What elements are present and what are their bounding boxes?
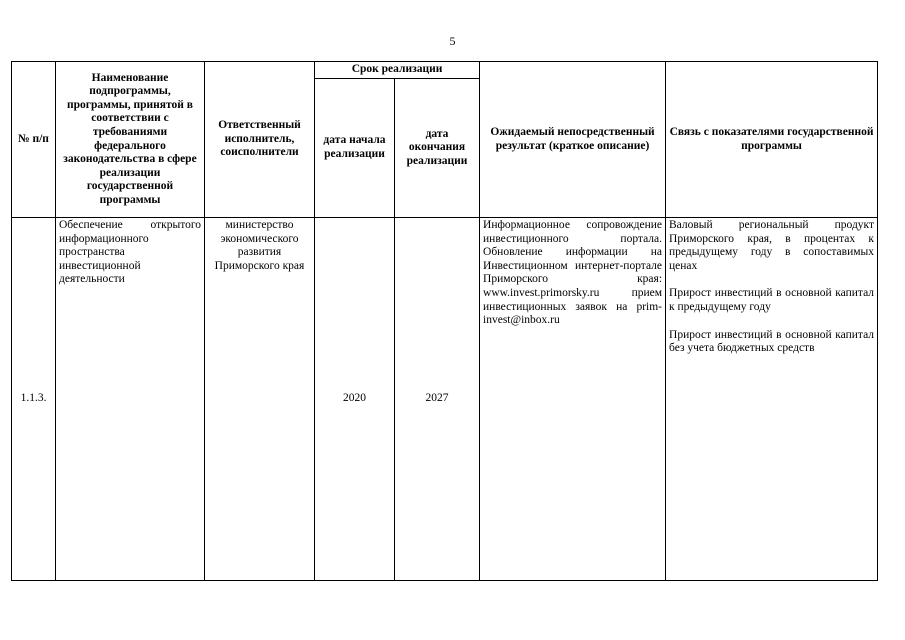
- row-responsible: министерство экономического развития Приморского края: [205, 218, 315, 581]
- header-result: Ожидаемый непосредственный результат (краткое описание): [480, 62, 666, 218]
- program-table: [11, 61, 878, 581]
- header-name: Наименование подпрограммы, программы, принятой в соответствии с требованиями федерального законодательства в сфере реализации государственной программы: [56, 62, 205, 218]
- page-number: 5: [449, 34, 456, 48]
- row-indicators: [666, 218, 878, 581]
- header-start-date: дата начала реализации: [315, 79, 395, 218]
- indicator-investment-growth: Прирост инвестиций в основной капитал к предыдущему году: [669, 287, 875, 313]
- header-link: Связь с показателями государственной программы: [666, 62, 878, 218]
- table-row: [12, 218, 878, 581]
- row-result: Информационное сопровождение инвестиционного портала. Обновление информации на Инвестиционном интернет-портале Приморского края: www.invest.primorsky.ru прием инвестиционных заявок на prim-invest@inbox.ru: [480, 218, 666, 581]
- row-name: Обеспечение открытого информационного пространства инвестиционной деятельности: [56, 218, 205, 581]
- indicator-investment-without-budget: Прирост инвестиций в основной капитал без учета бюджетных средств: [669, 328, 875, 355]
- header-responsible: Ответственный исполнитель, соисполнители: [205, 62, 315, 218]
- row-end-year: 2027: [395, 218, 480, 581]
- row-number: 1.1.3.: [12, 218, 56, 581]
- header-num: № п/п: [12, 62, 56, 218]
- header-end-date: дата окончания реализации: [395, 79, 480, 218]
- header-period: Срок реализации: [315, 62, 480, 79]
- row-start-year: 2020: [315, 218, 395, 581]
- indicator-grp: Валовый региональный продукт Приморского края, в процентах к предыдущему году в сопоставимых ценах: [669, 219, 875, 272]
